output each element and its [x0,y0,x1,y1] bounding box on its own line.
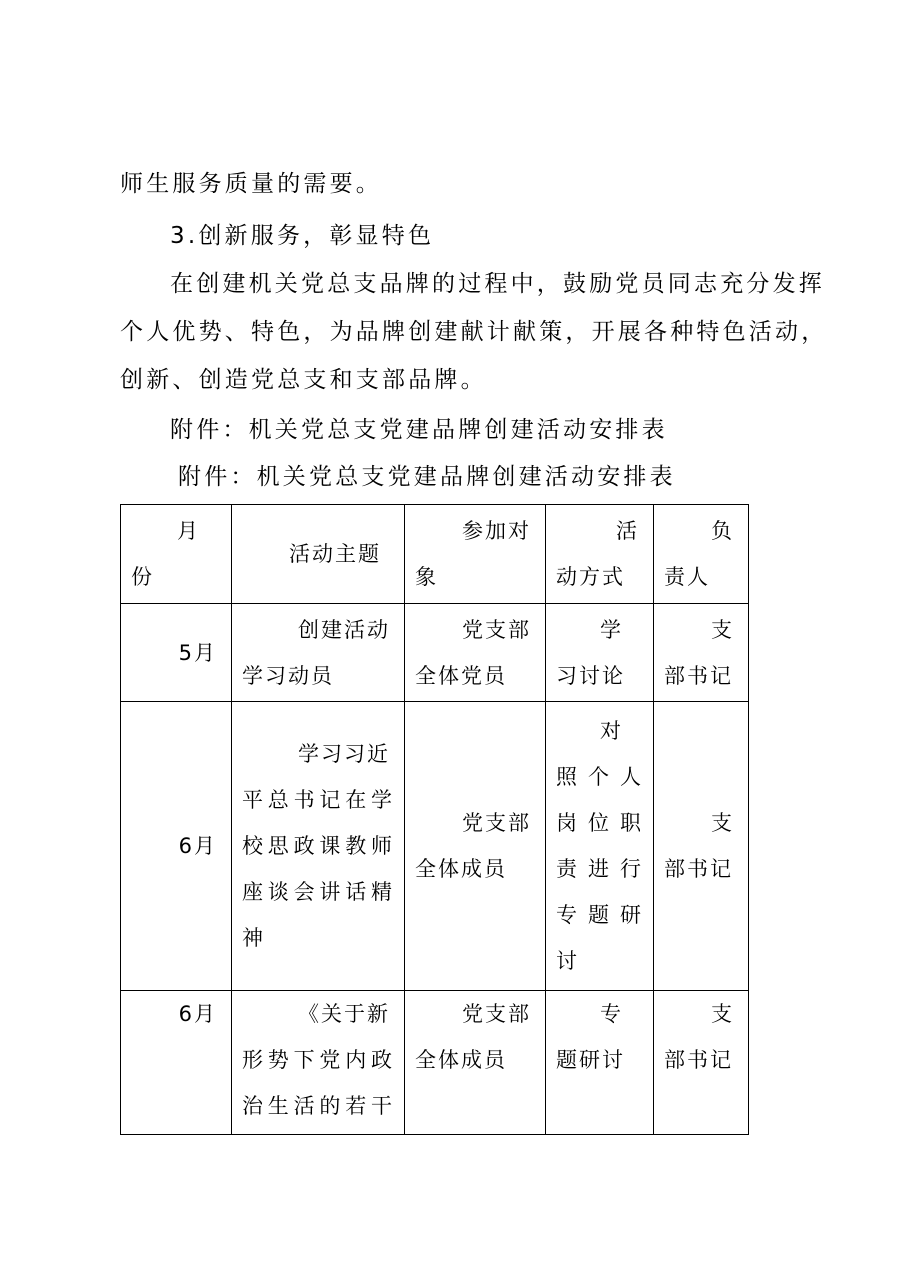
cell-method-line: 岗位职 [556,811,643,835]
paragraph-line: 师生服务质量的需要。 [120,171,382,197]
cell-owner [654,604,749,702]
cell-target-line: 党支部 [462,811,531,835]
cell-owner [654,991,749,1135]
cell-theme-line: 座谈会讲话精 [242,880,394,904]
paragraph-line: 在创建机关党总支品牌的过程中，鼓励党员同志充分发挥 [170,271,825,297]
cell-theme-line: 形势下党内政 [242,1048,394,1072]
cell-theme [232,604,405,702]
cell-method [546,604,654,702]
header-month-line: 月 [177,519,200,543]
header-target-line: 参加对 [462,519,531,543]
cell-method-line: 对 [600,719,623,743]
table-title: 附件：机关党总支党建品牌创建活动安排表 [178,464,676,490]
header-theme [232,505,405,604]
cell-target-line: 全体成员 [415,857,507,881]
cell-theme-line: 校思政课教师 [242,834,394,858]
cell-method-line: 照个人 [556,765,643,789]
cell-method-line: 责进行 [556,857,643,881]
header-method [546,505,654,604]
cell-target-line: 全体成员 [415,1048,507,1072]
activity-schedule-table [120,504,749,1135]
table-row [121,604,749,702]
cell-theme-line: 学习动员 [242,663,334,688]
cell-theme-line: 神 [242,926,265,950]
cell-theme-line: 《关于新 [298,1002,390,1026]
cell-target [405,702,546,991]
header-theme-label: 活动主题 [289,542,381,566]
cell-owner-line: 支 [711,617,734,642]
cell-owner-line: 部书记 [664,1048,733,1072]
cell-month [121,604,232,702]
paragraph-line: 个人优势、特色，为品牌创建献计献策，开展各种特色活动， [120,319,828,345]
table-row [121,991,749,1135]
cell-method-line: 习讨论 [556,663,625,688]
attachment-line: 附件：机关党总支党建品牌创建活动安排表 [170,417,668,443]
header-target [405,505,546,604]
cell-theme [232,991,405,1135]
cell-theme-line: 学习习近 [298,742,390,766]
cell-theme [232,702,405,991]
cell-method-line: 题研讨 [556,1048,625,1072]
cell-method-line: 专题研 [556,903,643,927]
cell-target-line: 全体党员 [415,663,507,688]
table-row [121,702,749,991]
header-target-line: 象 [415,565,438,589]
cell-month-text: 6月 [178,834,217,858]
cell-target-line: 党支部 [462,617,531,642]
cell-month-text: 6月 [178,1002,217,1026]
cell-theme-line: 治生活的若干 [242,1094,394,1118]
cell-owner-line: 支 [711,811,734,835]
cell-month [121,702,232,991]
section-heading: 3.创新服务，彰显特色 [170,223,435,249]
cell-owner-line: 部书记 [664,857,733,881]
cell-month [121,991,232,1135]
cell-target-line: 党支部 [462,1002,531,1026]
cell-method-line: 专 [600,1002,623,1026]
cell-owner-line: 部书记 [664,663,733,688]
cell-owner [654,702,749,991]
cell-theme-line: 创建活动 [298,617,390,642]
header-method-line: 活 [616,519,639,543]
table-header-row [121,505,749,604]
cell-target [405,604,546,702]
header-owner-line: 责人 [664,565,710,589]
cell-owner-line: 支 [711,1002,734,1026]
cell-target [405,991,546,1135]
cell-month-text: 5月 [178,640,217,665]
cell-method [546,702,654,991]
paragraph-line: 创新、创造党总支和支部品牌。 [120,367,487,393]
header-owner-line: 负 [711,519,734,543]
cell-theme-line: 平总书记在学 [242,788,394,812]
header-month [121,505,232,604]
cell-method-line: 学 [600,617,623,642]
cell-method-line: 讨 [556,949,579,973]
header-method-line: 动方式 [556,565,625,589]
cell-method [546,991,654,1135]
header-owner [654,505,749,604]
header-month-line: 份 [131,565,154,589]
